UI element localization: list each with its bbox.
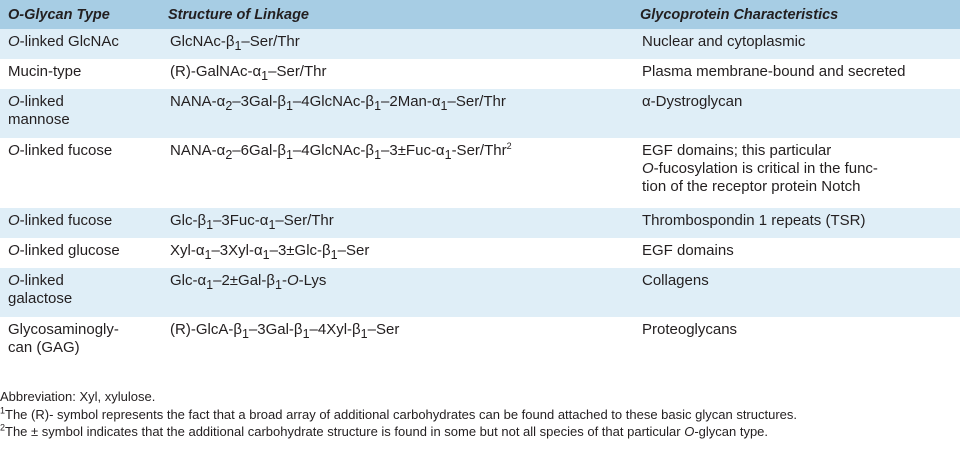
table-row xyxy=(0,317,960,369)
cell-type: O-linked GlcNAc xyxy=(0,29,160,59)
table-row xyxy=(0,138,960,208)
cell-structure: NANA-$\alpha_2-3Gal-\beta_1-4GlcNAc-\beta_1-2Man-\alpha_1-Ser$/Thr xyxy=(160,89,632,138)
cell-structure: NANA-$\alpha_2-6Gal-\beta_1-4GlcNAc-\beta_1-3\pm Fuc-\alpha_1-Ser/Thr^2$ xyxy=(170,141,512,162)
cell-type: O-linked glucose xyxy=(8,242,120,259)
cell-characteristics: Collagens xyxy=(632,268,960,317)
cell-type: O-linked galactose xyxy=(0,268,160,317)
cell-type: O-linked mannose xyxy=(0,89,160,138)
cell-characteristics: Plasma membrane-bound and secreted xyxy=(642,63,906,80)
cell-structure: Glc-$\alpha_1-2\pm Gal-\beta_1-O$-Lys xyxy=(160,268,632,317)
cell-characteristics: α-Dystroglycan xyxy=(632,89,960,138)
cell-structure: Glc-$\beta_1-3Fuc-\alpha_1-Ser$/Thr xyxy=(160,208,632,238)
table-row xyxy=(0,208,960,238)
abbreviation-note: Abbreviation: Xyl, xylulose. xyxy=(0,389,156,404)
footnote-1: $^1$The (R)- symbol represents the fact that a broad array of additional carbohydrates can be found attached to these basic glycan structures. xyxy=(0,405,797,422)
header-structure: Structure of Linkage xyxy=(160,0,632,29)
footnotes xyxy=(0,388,960,441)
cell-characteristics: Nuclear and cytoplasmic xyxy=(632,29,960,59)
cell-type: O-linked fucose xyxy=(8,142,113,159)
table-row xyxy=(0,29,960,59)
cell-structure: Xyl-$\alpha_1-3Xyl-\alpha_1-3\pm Glc-\beta_1$–Ser xyxy=(170,242,370,262)
footnote-2: $^2$The ± symbol indicates that the additional carbohydrate structure is found in some but not all species of that particular O-glycan type. xyxy=(0,422,769,439)
table-row xyxy=(0,59,960,89)
table-row xyxy=(0,89,960,138)
cell-structure: $(R)-GalNAc-\alpha_1-Ser$/Thr xyxy=(170,63,327,83)
cell-characteristics: Proteoglycans xyxy=(642,321,738,338)
cell-structure: $(R)-GlcA-\beta_1-3Gal-\beta_1-4Xyl-\beta_1$–Ser xyxy=(170,321,400,341)
header-characteristics: Glycoprotein Characteristics xyxy=(632,0,960,29)
cell-type: O-linked fucose xyxy=(0,208,160,238)
cell-structure: GlcNAc-$\beta_1-Ser$/Thr xyxy=(160,29,632,59)
cell-characteristics: EGF domains; this particular O-fucosylation is critical in the func- tion of the receptor protein Notch xyxy=(642,142,878,195)
table-row xyxy=(0,268,960,317)
cell-type: Mucin-type xyxy=(8,63,82,80)
cell-type: Glycosaminogly- can (GAG) xyxy=(8,321,119,356)
table-row xyxy=(0,238,960,268)
table-header-row xyxy=(0,0,960,29)
cell-characteristics: Thrombospondin 1 repeats (TSR) xyxy=(632,208,960,238)
header-glycan-type: O-Glycan Type xyxy=(0,0,160,29)
cell-characteristics: EGF domains xyxy=(642,242,734,259)
